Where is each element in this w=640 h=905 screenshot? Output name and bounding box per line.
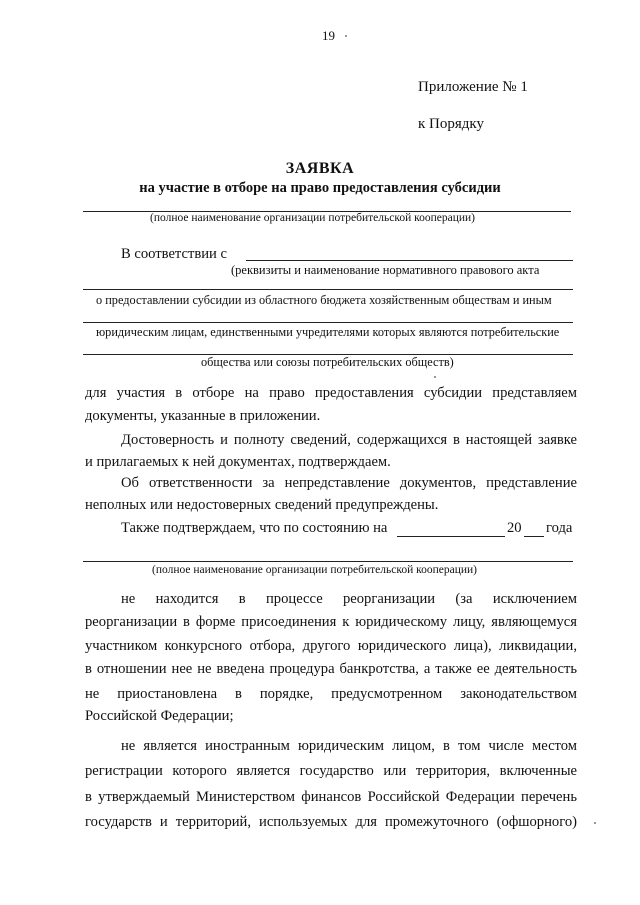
year-suffix: года: [546, 520, 573, 536]
condition-2-line-4: государств и территорий, используемых для промежуточного (офшорного): [85, 814, 577, 830]
act-line-1: [83, 289, 573, 290]
org-name-caption-2: (полное наименование организации потребительской кооперации): [152, 564, 478, 576]
condition-2-line-3: в утверждаемый Министерством финансов Российской Федерации перечень: [85, 789, 577, 805]
year-prefix: 20: [507, 520, 522, 536]
condition-2-line-1: не является иностранным юридическим лицом, в том числе местом: [121, 738, 577, 754]
act-caption-2: юридическим лицам, единственными учредителями которых являются потребительские: [96, 325, 560, 339]
page-number: 19: [322, 28, 335, 43]
condition-2-line-2: регистрации которого является государство или территория, включенные: [85, 763, 577, 779]
condition-1-line-6: Российской Федерации;: [85, 708, 234, 724]
org-name-line-2: [83, 561, 573, 562]
condition-1-line-2: реорганизации в форме присоединения к юридическому лицу, являющемуся: [85, 614, 577, 630]
also-confirm-text: Также подтверждаем, что по состоянию на: [121, 520, 388, 536]
scan-speck: [345, 35, 347, 37]
condition-1-line-3: участником конкурсного отбора, другого юридического лица), ликвидации,: [85, 638, 577, 654]
act-caption-3: общества или союзы потребительских обществ): [201, 355, 454, 369]
scan-speck: [594, 822, 596, 824]
in-accordance-label: В соответствии с: [121, 246, 227, 262]
document-subtitle: на участие в отборе на право предоставления субсидии: [139, 180, 501, 196]
condition-1-line-5: не приостановлена в порядке, предусмотренном законодательством: [85, 686, 577, 702]
act-caption-1: о предоставлении субсидии из областного бюджета хозяйственным обществам и иным: [96, 293, 552, 307]
act-line-2: [83, 322, 573, 323]
act-requisites-line: [246, 260, 573, 261]
paragraph-3-line-1: Об ответственности за непредставление документов, представление: [121, 475, 577, 491]
scan-speck: [434, 376, 436, 378]
appendix-label: Приложение № 1: [418, 79, 528, 95]
document-title: ЗАЯВКА: [285, 160, 355, 177]
paragraph-1-line-1: для участия в отборе на право предоставления субсидии представляем: [85, 385, 577, 401]
condition-1-line-1: не находится в процессе реорганизации (за исключением: [121, 591, 577, 607]
order-reference: к Порядку: [418, 116, 484, 132]
paragraph-3-line-2: неполных или недостоверных сведений предупреждены.: [85, 497, 439, 513]
act-requisites-caption: (реквизиты и наименование нормативного правового акта: [231, 263, 540, 277]
paragraph-2-line-1: Достоверность и полноту сведений, содержащихся в настоящей заявке: [121, 432, 577, 448]
date-blank-line: [397, 536, 505, 537]
paragraph-2-line-2: и прилагаемых к ней документах, подтверждаем.: [85, 454, 391, 470]
condition-1-line-4: в отношении нее не введена процедура банкротства, а также ее деятельность: [85, 661, 577, 677]
paragraph-1-line-2: документы, указанные в приложении.: [85, 408, 321, 424]
org-name-caption: (полное наименование организации потребительской кооперации): [150, 212, 476, 224]
year-blank-line: [524, 536, 544, 537]
